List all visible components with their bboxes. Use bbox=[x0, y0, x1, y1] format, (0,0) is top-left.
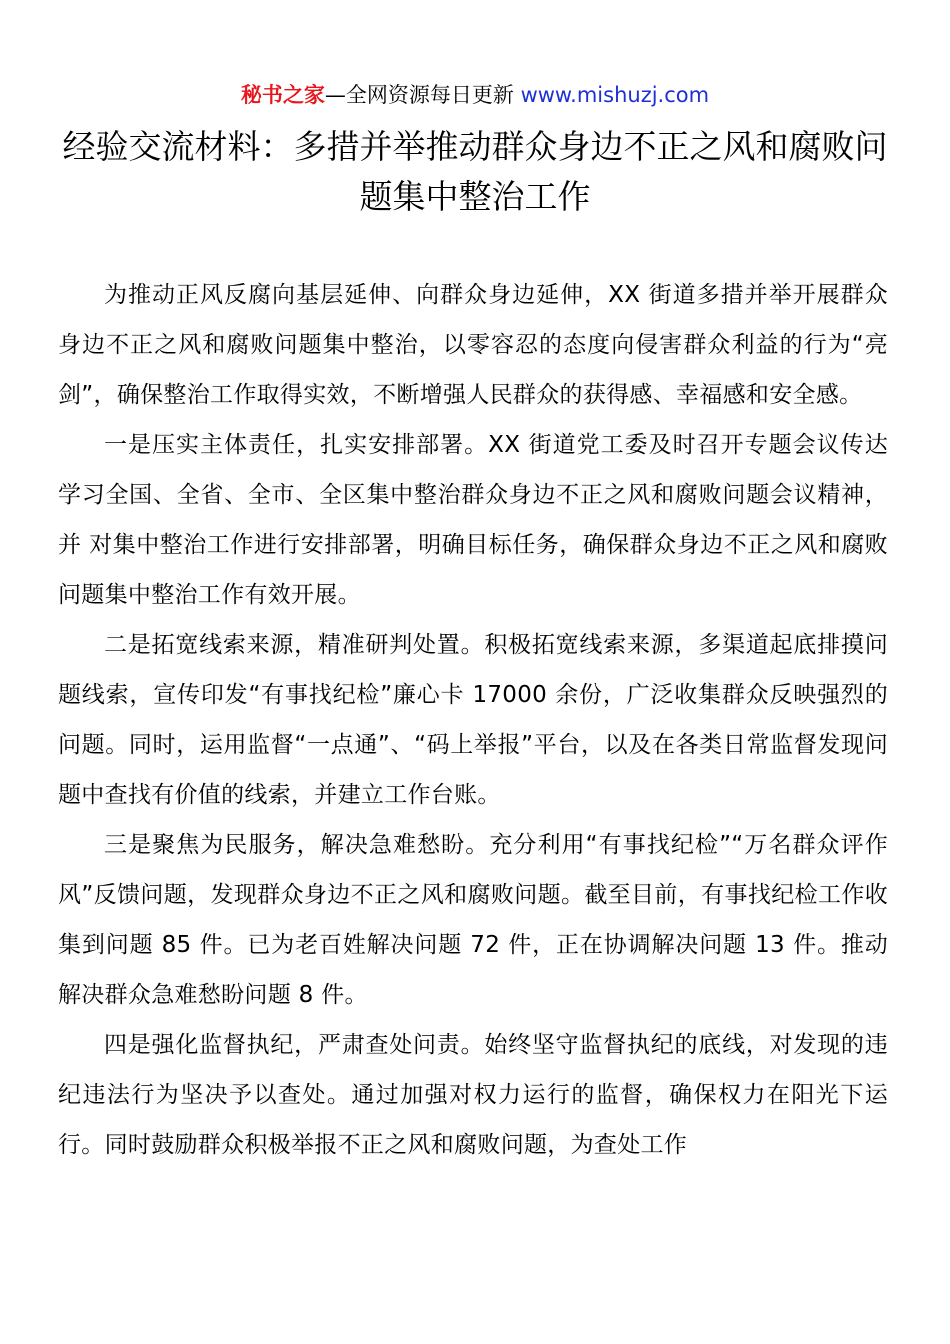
paragraph-intro: 为推动正风反腐向基层延伸、向群众身边延伸，XX 街道多措并举开展群众身边不正之风和腐败问题集中整治，以零容忍的态度向侵害群众利益的行为“亮剑”，确保整治工作取得实效，不断增强人民群众的获得感、幸福感和安全感。 bbox=[58, 282, 888, 408]
site-url-link[interactable]: www.mishuzj.com bbox=[520, 83, 710, 107]
paragraph-point-four: 四是强化监督执纪，严肃查处问责。始终坚守监督执纪的底线，对发现的违纪违法行为坚决予以查处。通过加强对权力运行的监督，确保权力在阳光下运行。同时鼓励群众积极举报不正之风和腐败问题，为查处工作 bbox=[58, 1032, 888, 1158]
document-title: 经验交流材料：多措并举推动群众身边不正之风和腐败问题集中整治工作 bbox=[62, 127, 888, 216]
site-brand: 秘书之家 bbox=[240, 83, 325, 107]
paragraph-point-three: 三是聚焦为民服务，解决急难愁盼。充分利用“有事找纪检”“万名群众评作风”反馈问题，发现群众身边不正之风和腐败问题。截至目前，有事找纪检工作收集到问题 85 件。已为老百姓解决问题 72 件，正在协调解决问题 13 件。推动解决群众急难愁盼问题 8 件。 bbox=[58, 832, 888, 1008]
site-tagline: —全网资源每日更新 bbox=[324, 83, 514, 107]
paragraph-point-two: 二是拓宽线索来源，精准研判处置。积极拓宽线索来源，多渠道起底排摸问题线索，宣传印发“有事找纪检”廉心卡 17000 余份，广泛收集群众反映强烈的问题。同时，运用监督“一点通”、“码上举报”平台，以及在各类日常监督发现问题中查找有价值的线索，并建立工作台账。 bbox=[58, 632, 888, 808]
paragraph-point-one: 一是压实主体责任，扎实安排部署。XX 街道党工委及时召开专题会议传达学习全国、全省、全市、全区集中整治群众身边不正之风和腐败问题会议精神，并 对集中整治工作进行安排部署，明确目标任务，确保群众身边不正之风和腐败问题集中整治工作有效开展。 bbox=[58, 432, 888, 608]
site-header bbox=[0, 80, 950, 110]
document-body bbox=[58, 270, 888, 1170]
